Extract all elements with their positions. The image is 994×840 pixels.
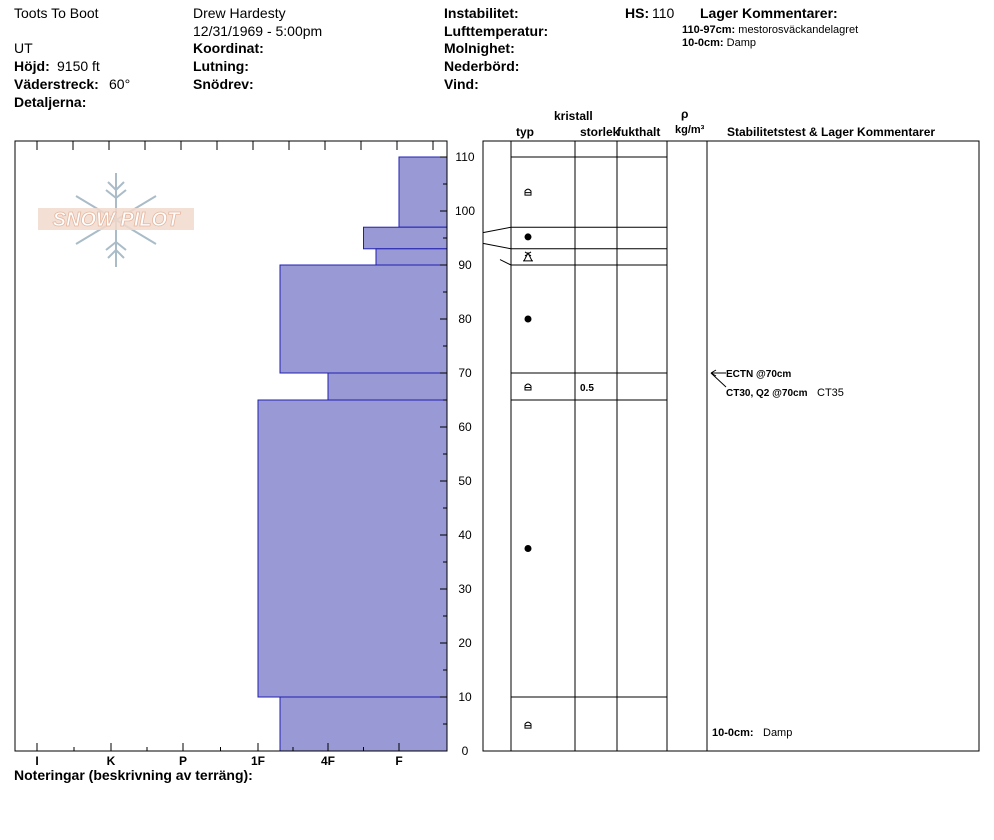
depth-label-80: 80 (458, 312, 472, 326)
crystal-header: kristall (554, 109, 593, 123)
air-temp-label: Lufttemperatur: (444, 23, 549, 39)
rounded-grain-icon (525, 316, 532, 323)
hardness-label-1F: 1F (250, 754, 266, 768)
layer-table-frame (483, 141, 979, 751)
depth-label-60: 60 (458, 420, 472, 434)
cloud-label: Molnighet: (444, 40, 515, 56)
depth-label-30: 30 (458, 582, 472, 596)
layer-comment-1-text: mestorosväckandelagret (738, 24, 859, 36)
hardness-bar-7 (280, 697, 447, 751)
depth-label-100: 100 (454, 204, 476, 218)
moisture-header: fukthalt (617, 125, 661, 139)
depth-label-20: 20 (458, 636, 472, 650)
grain-size-5: 0.5 (580, 383, 594, 395)
precip-label: Nederbörd: (444, 58, 520, 74)
test-pointer (711, 373, 726, 387)
details-label: Detaljerna: (14, 94, 87, 110)
layer-connector (483, 243, 511, 248)
hardness-bar-2 (364, 227, 448, 249)
instability-label: Instabilitet: (444, 5, 519, 21)
hardness-label-I: I (35, 754, 39, 768)
coordinate-label: Koordinat: (193, 40, 264, 56)
slope-label: Lutning: (193, 58, 249, 74)
wind-label: Vind: (444, 76, 479, 92)
depth-label-40: 40 (458, 528, 472, 542)
aspect-label: Väderstreck: (14, 76, 99, 92)
bottom-comment-label: 10-0cm: (712, 727, 754, 740)
bottom-comment-text: Damp (763, 727, 793, 740)
layer-comment-2-text: Damp (726, 37, 756, 49)
hardness-bar-4 (280, 265, 447, 373)
depth-label-70: 70 (458, 366, 472, 380)
depth-label-0: 0 (461, 744, 469, 758)
snowdrift-label: Snödrev: (193, 76, 254, 92)
layer-comment-1-range: 110-97cm: (682, 24, 736, 36)
depth-label-10: 10 (458, 690, 472, 704)
depth-label-50: 50 (458, 474, 472, 488)
layer-connector (500, 260, 511, 265)
stability-header: Stabilitetstest & Lager Kommentarer (727, 125, 936, 139)
hs-value: 110 (652, 5, 675, 21)
layer-connector (483, 227, 511, 232)
hs-label: HS: (625, 5, 650, 21)
test-label-1: ECTN @70cm (726, 369, 792, 380)
observation-datetime: 12/31/1969 - 5:00pm (193, 23, 323, 39)
faceted-grain-icon (525, 384, 531, 390)
hardness-label-4F: 4F (320, 754, 336, 768)
test-extra-2: CT35 (817, 386, 844, 399)
hardness-label-F: F (395, 754, 403, 768)
hardness-bar-5 (328, 373, 447, 400)
faceted-grain-icon (525, 722, 531, 728)
faceted-grain-icon (525, 189, 531, 195)
observer-name: Drew Hardesty (193, 5, 286, 21)
surface-hoar-icon (523, 252, 533, 261)
location-name: Toots To Boot (14, 5, 99, 21)
size-header: storlek (580, 125, 620, 139)
hardness-label-P: P (178, 754, 188, 768)
state: UT (14, 40, 33, 56)
rho-header: ρ (681, 107, 689, 121)
rounded-grain-icon (525, 545, 532, 552)
test-label-2: CT30, Q2 @70cm (726, 387, 808, 399)
hardness-label-K: K (106, 754, 116, 768)
density-unit-header: kg/m³ (675, 124, 705, 136)
layer-comment-2-range: 10-0cm: (682, 37, 724, 49)
type-header: typ (516, 125, 534, 139)
rounded-grain-icon (525, 233, 532, 240)
hardness-bar-3 (376, 249, 447, 265)
notes-label: Noteringar (beskrivning av terräng): (14, 767, 253, 783)
depth-label-110: 110 (455, 150, 475, 164)
elevation-value: 9150 ft (57, 58, 100, 74)
aspect-value: 60° (109, 76, 131, 92)
hardness-bar-6 (258, 400, 447, 697)
logo-text: SNOW PILOT (52, 209, 180, 231)
elevation-label: Höjd: (14, 58, 50, 74)
layer-comments-title: Lager Kommentarer: (700, 5, 838, 21)
hardness-bar-1 (399, 157, 447, 227)
depth-label-90: 90 (458, 258, 472, 272)
